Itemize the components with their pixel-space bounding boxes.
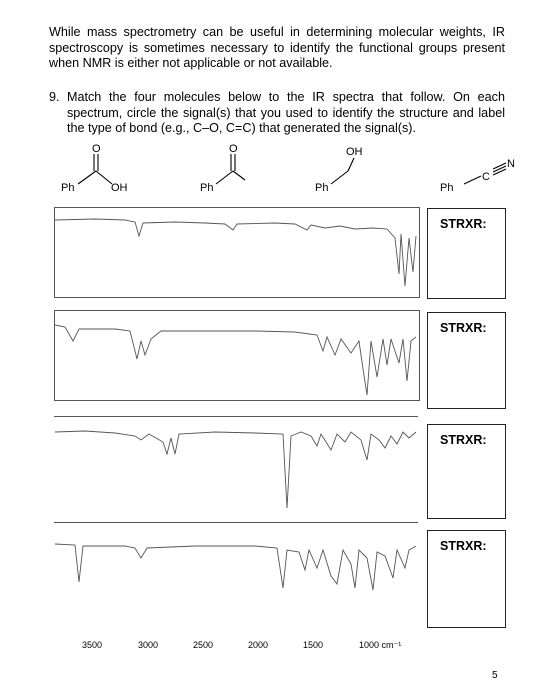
answer-box-4[interactable] bbox=[427, 530, 506, 628]
nitrile-c-label: C bbox=[482, 171, 490, 183]
acid-o-label: O bbox=[92, 143, 101, 155]
answer-box-1[interactable] bbox=[427, 208, 506, 299]
spectrum-3-plot bbox=[55, 420, 417, 514]
question-text: Match the four molecules below to the IR spectra that follow. On each spectrum, circle the signal(s) that you used to identify the structure and label the type of bond (e.g., C–O, C=C) that generated the signal(s). bbox=[67, 90, 505, 135]
spectrum-3-top-rule bbox=[54, 416, 418, 417]
ketone-ph-label: Ph bbox=[200, 182, 214, 194]
answer-box-2[interactable] bbox=[427, 312, 506, 409]
intro-paragraph: While mass spectrometry can be useful in determining molecular weights, IR spectroscopy is sometimes necessary to identify the functional groups present when NMR is either not applicable or not available. bbox=[49, 25, 505, 70]
x-tick-1000: 1000 cm⁻¹ bbox=[359, 640, 402, 650]
molecule-structures bbox=[0, 0, 555, 200]
acid-oh-label: OH bbox=[111, 182, 128, 194]
ketone-o-label: O bbox=[229, 143, 238, 155]
answer-box-label: STRXR: bbox=[440, 539, 487, 553]
page-number: 5 bbox=[492, 670, 498, 681]
spectrum-1-plot bbox=[55, 208, 417, 296]
alcohol-oh-label: OH bbox=[346, 146, 363, 158]
spectrum-2-plot bbox=[55, 311, 417, 399]
x-tick-3000: 3000 bbox=[138, 640, 159, 650]
nitrile-n-label: N bbox=[507, 158, 515, 170]
spectrum-4-top-rule bbox=[54, 522, 418, 523]
x-tick-3500: 3500 bbox=[82, 640, 103, 650]
answer-box-label: STRXR: bbox=[440, 433, 487, 447]
answer-box-label: STRXR: bbox=[440, 321, 487, 335]
nitrile-ph-label: Ph bbox=[440, 182, 454, 194]
x-tick-1500: 1500 bbox=[303, 640, 324, 650]
alcohol-ph-label: Ph bbox=[315, 182, 329, 194]
question-number: 9. bbox=[49, 90, 60, 104]
acid-ph-label: Ph bbox=[61, 182, 75, 194]
x-tick-2000: 2000 bbox=[248, 640, 269, 650]
answer-box-3[interactable] bbox=[427, 424, 506, 519]
spectrum-4-plot bbox=[55, 528, 417, 628]
answer-box-label: STRXR: bbox=[440, 217, 487, 231]
x-tick-2500: 2500 bbox=[193, 640, 214, 650]
